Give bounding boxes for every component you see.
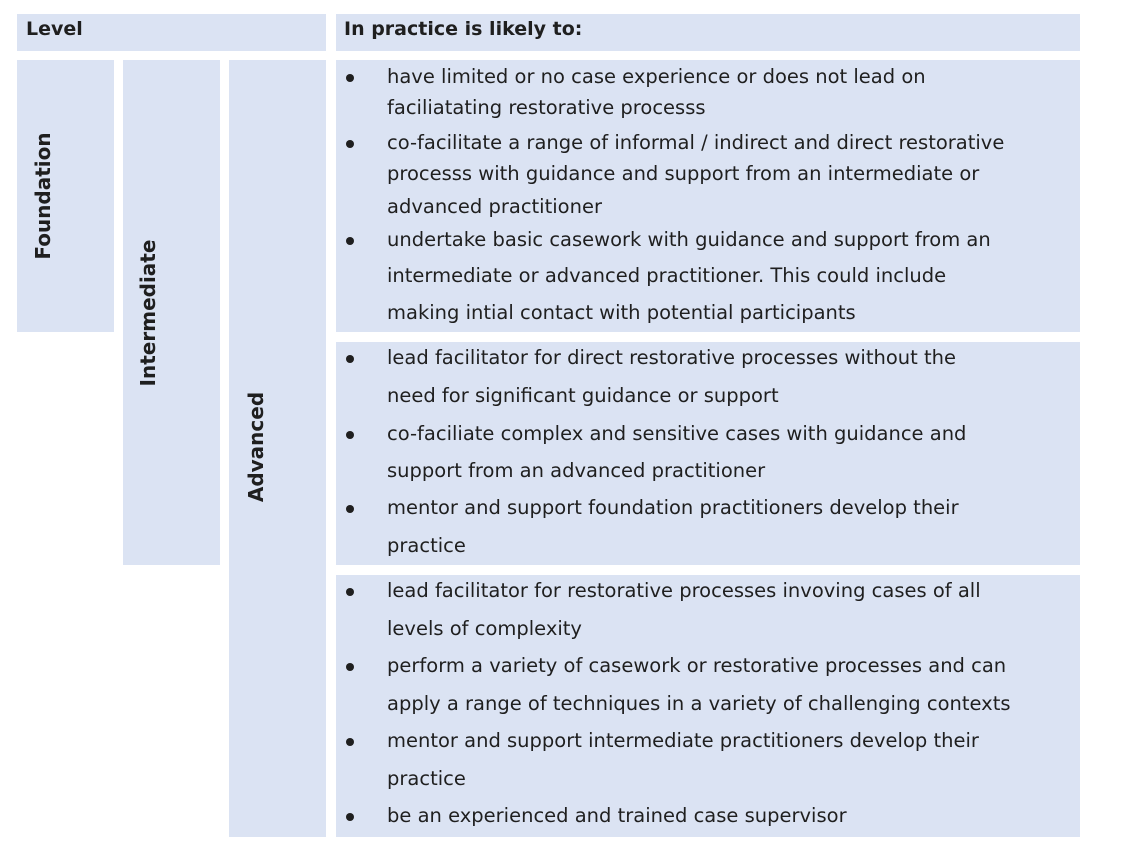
- intermediate-label: Intermediate: [136, 239, 160, 387]
- bullet-icon: [346, 505, 354, 513]
- practice-item-line: practice: [387, 534, 466, 557]
- practice-item-line: levels of complexity: [387, 617, 582, 640]
- bullet-icon: [346, 813, 354, 821]
- bullet-icon: [346, 355, 354, 363]
- practice-item-line: practice: [387, 767, 466, 790]
- practice-item-line: faciliatating restorative processs: [387, 96, 706, 119]
- practice-item-line: processs with guidance and support from an intermediate or: [387, 162, 980, 185]
- practice-item-line: advanced practitioner: [387, 195, 602, 218]
- bullet-icon: [346, 140, 354, 148]
- practice-item-line: be an experienced and trained case supervisor: [387, 804, 847, 827]
- practice-item-line: co-facilitate a range of informal / indirect and direct restorative: [387, 131, 1005, 154]
- practice-item-line: perform a variety of casework or restorative processes and can: [387, 654, 1007, 677]
- bullet-icon: [346, 588, 354, 596]
- practice-item-line: support from an advanced practitioner: [387, 459, 766, 482]
- bullet-icon: [346, 74, 354, 82]
- bullet-icon: [346, 237, 354, 245]
- bullet-icon: [346, 738, 354, 746]
- practice-row-intermediate: [336, 342, 1080, 565]
- practice-item-line: mentor and support foundation practitioners develop their: [387, 496, 959, 519]
- practice-item-line: making intial contact with potential participants: [387, 301, 856, 324]
- bullet-icon: [346, 663, 354, 671]
- practice-item-line: undertake basic casework with guidance and support from an: [387, 228, 991, 251]
- practice-item-line: have limited or no case experience or does not lead on: [387, 65, 926, 88]
- practice-item-line: apply a range of techniques in a variety of challenging contexts: [387, 692, 1011, 715]
- practice-item-line: co-faciliate complex and sensitive cases with guidance and: [387, 422, 967, 445]
- practice-item-line: need for significant guidance or support: [387, 384, 779, 407]
- bullet-icon: [346, 431, 354, 439]
- advanced-label: Advanced: [244, 391, 268, 503]
- practice-item-line: mentor and support intermediate practitioners develop their: [387, 729, 979, 752]
- foundation-label: Foundation: [31, 132, 55, 260]
- practice-item-line: lead facilitator for direct restorative processes without the: [387, 346, 956, 369]
- practice-item-line: intermediate or advanced practitioner. This could include: [387, 264, 947, 287]
- level-header: Level: [26, 18, 83, 40]
- practice-header: In practice is likely to:: [344, 18, 583, 40]
- practice-item-line: lead facilitator for restorative processes invoving cases of all: [387, 579, 981, 602]
